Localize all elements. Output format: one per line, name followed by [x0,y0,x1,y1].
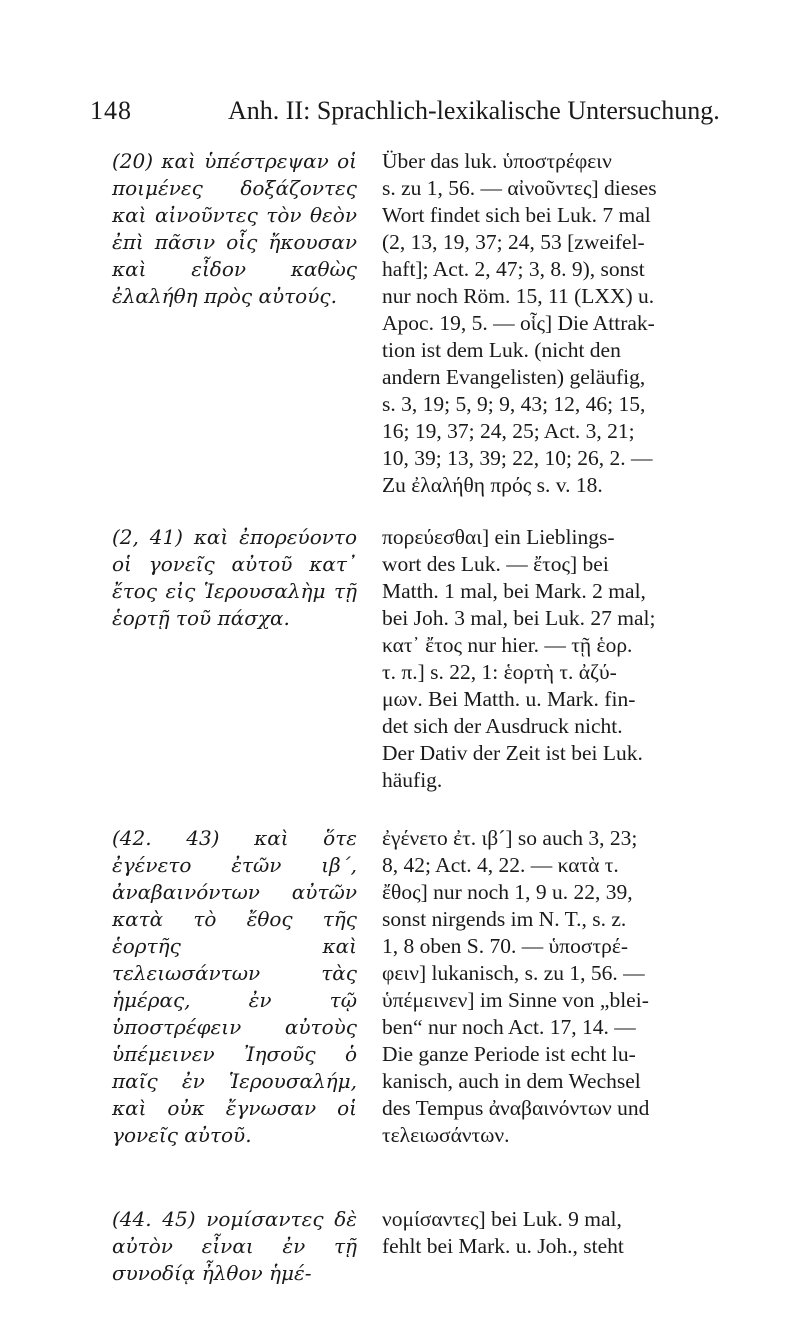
commentary-line: sonst nirgends im N. T., s. z. [382,907,627,931]
commentary-line: wort des Luk. — ἔτος] bei [382,552,609,576]
commentary-line: Matth. 1 mal, bei Mark. 2 mal, [382,579,646,603]
commentary-line: ben“ nur noch Act. 17, 14. — [382,1015,636,1039]
commentary-line: Über das luk. ὑποστρέφειν [382,149,612,173]
commentary-line: φειν] lukanisch, s. zu 1, 56. — [382,961,645,985]
running-head: Anh. II: Sprachlich-lexikalische Untersuchung. [228,96,720,125]
section-verse-20 [112,148,732,499]
commentary-line: fehlt bei Mark. u. Joh., steht [382,1234,624,1258]
commentary-line: τ. π.] s. 22, 1: ἑορτὴ τ. ἀζύ- [382,660,617,684]
commentary-line: andern Evangelisten) geläufig, [382,365,646,389]
page-header [90,96,720,136]
commentary-line: κατ᾿ ἔτος nur hier. — τῇ ἑορ. [382,633,633,657]
page-number: 148 [90,96,132,125]
commentary-line: kanisch, auch in dem Wechsel [382,1069,641,1093]
commentary-line: nur noch Röm. 15, 11 (LXX) u. [382,284,655,308]
commentary-line: 16; 19, 37; 24, 25; Act. 3, 21; [382,419,635,443]
commentary [382,524,732,794]
commentary-line: ἐγένετο ἐτ. ιβ´] so auch 3, 23; [382,826,638,850]
commentary-line: des Tempus ἀναβαινόντων und [382,1096,650,1120]
commentary-line: νομίσαντες] bei Luk. 9 mal, [382,1207,622,1231]
commentary-line: s. 3, 19; 5, 9; 9, 43; 12, 46; 15, [382,392,646,416]
commentary-line: bei Joh. 3 mal, bei Luk. 27 mal; [382,606,656,630]
commentary [382,825,732,1149]
commentary-line: Zu ἐλαλήθη πρός s. v. 18. [382,473,603,497]
commentary-line: Apoc. 19, 5. — οἷς] Die Attrak- [382,311,655,335]
commentary-line: häufig. [382,768,443,792]
greek-text: (44. 45) νομίσαντες δὲ αὐτὸν εἶναι ἐν τῇ συνοδίᾳ ἦλθον ἡμέ- [112,1207,357,1285]
commentary-line: 10, 39; 13, 39; 22, 10; 26, 2. — [382,446,653,470]
greek-text: (2, 41) καὶ ἐπορεύοντο οἱ γονεῖς αὐτοῦ κατ᾿ ἔτος εἰς Ἱερουσαλὴμ τῇ ἑορτῇ τοῦ πάσχα. [112,525,357,630]
section-verse-2-41 [112,524,732,794]
commentary-line: μων. Bei Matth. u. Mark. fin- [382,687,636,711]
commentary-line: Wort findet sich bei Luk. 7 mal [382,203,651,227]
commentary-line: ἔθος] nur noch 1, 9 u. 22, 39, [382,880,633,904]
greek-text: (20) καὶ ὑπέστρεψαν οἱ ποιμένες δοξάζοντες καὶ αἰνοῦντες τὸν θεὸν ἐπὶ πᾶσιν οἷς ἤκουσαν καὶ εἶδον καθὼς ἐλαλήθη πρὸς αὐτούς. [112,149,357,308]
commentary-line: det sich der Ausdruck nicht. [382,714,623,738]
commentary-line: τελειωσάντων. [382,1123,510,1147]
commentary-line: ὑπέμεινεν] im Sinne von „blei- [382,988,649,1012]
commentary-line: s. zu 1, 56. — αἰνοῦντες] dieses [382,176,657,200]
commentary-line: 1, 8 oben S. 70. — ὑποστρέ- [382,934,629,958]
commentary-line: 8, 42; Act. 4, 22. — κατὰ τ. [382,853,619,877]
section-verse-42-43 [112,825,732,1149]
commentary-line: πορεύεσθαι] ein Lieblings- [382,525,615,549]
commentary-line: Der Dativ der Zeit ist bei Luk. [382,741,643,765]
section-verse-44-45 [112,1206,732,1287]
commentary-line: tion ist dem Luk. (nicht den [382,338,621,362]
commentary-line: haft]; Act. 2, 47; 3, 8. 9), sonst [382,257,645,281]
commentary [382,148,732,499]
greek-text: (42. 43) καὶ ὅτε ἐγένετο ἐτῶν ιβ´, ἀναβαινόντων αὐτῶν κατὰ τὸ ἔθος τῆς ἑορτῆς καὶ τελειωσάντων τὰς ἡμέρας, ἐν τῷ ὑποστρέφειν αὐτοὺς ὑπέμεινεν Ἰησοῦς ὁ παῖς ἐν Ἱερουσαλήμ, καὶ οὐκ ἔγνωσαν οἱ γονεῖς αὐτοῦ. [112,826,357,1147]
commentary-line: Die ganze Periode ist echt lu- [382,1042,636,1066]
commentary [382,1206,732,1287]
commentary-line: (2, 13, 19, 37; 24, 53 [zweifel- [382,230,645,254]
